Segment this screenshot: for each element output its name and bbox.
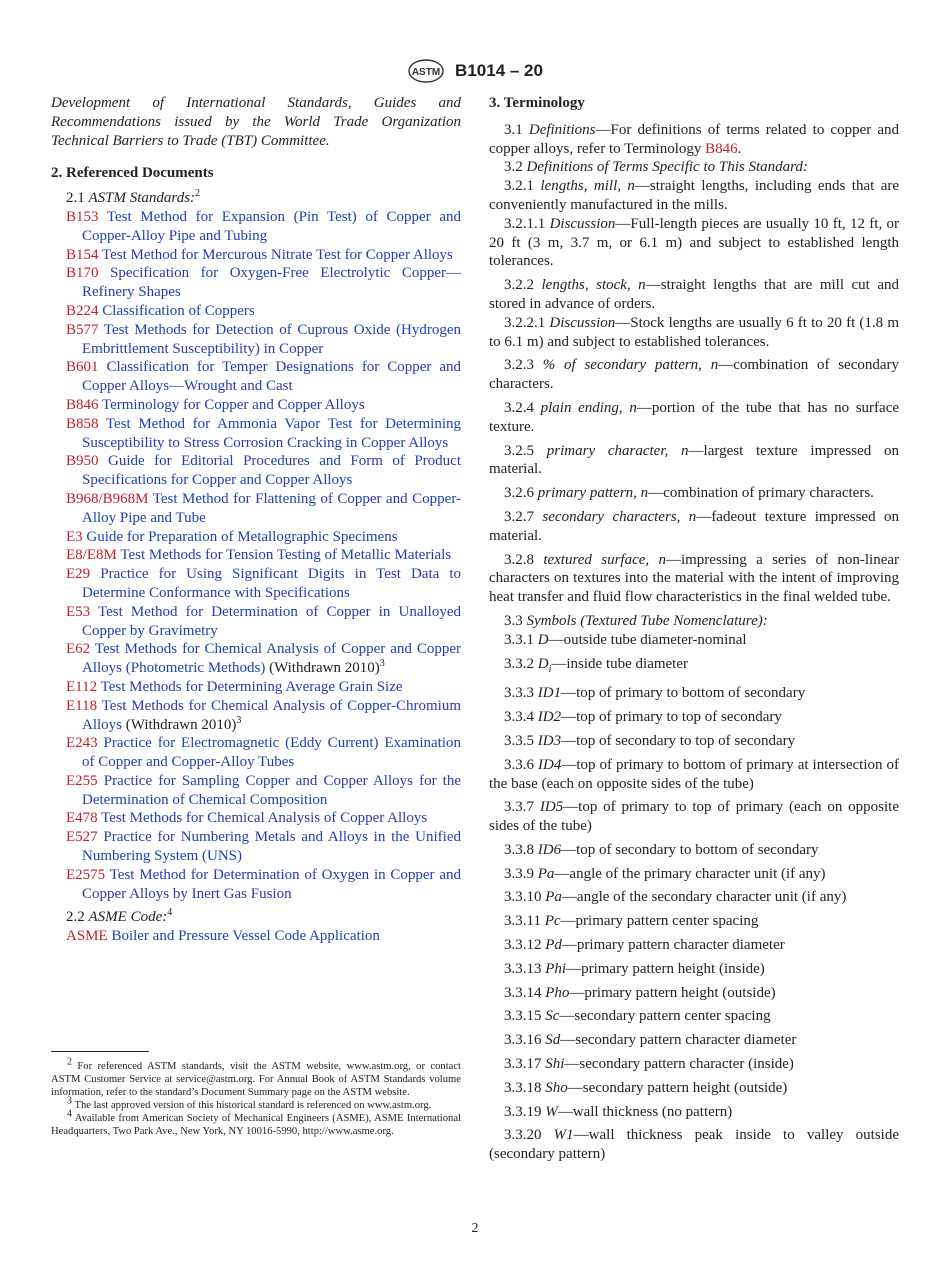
definition-term: textured surface, n <box>543 551 666 568</box>
footnote-marker: 2 <box>67 1056 72 1068</box>
reference-item[interactable] <box>51 734 461 772</box>
symbol-text: —secondary pattern height (outside) <box>567 1079 788 1096</box>
symbol-item <box>489 1079 899 1098</box>
reference-title[interactable]: Classification for Temper Designations for Copper and Copper Alloys—Wrought and Cast <box>82 359 461 395</box>
symbol-item <box>489 960 899 979</box>
definition-term: lengths, mill, n <box>540 178 635 195</box>
symbol-name: ID5 <box>539 799 564 816</box>
reference-code[interactable]: B224 <box>66 302 99 319</box>
reference-code[interactable]: B170 <box>66 265 99 282</box>
symbol-name: D <box>537 655 549 672</box>
symbol-text: —top of primary to top of primary (each on opposite sides of the tube) <box>489 799 899 835</box>
reference-title[interactable]: Guide for Preparation of Metallographic Specimens <box>86 528 398 545</box>
symbol-name: Pa <box>537 865 555 882</box>
reference-title[interactable]: Test Methods for Determining Average Grain Size <box>100 678 403 695</box>
definition-item <box>489 508 899 546</box>
definition-number: 3.2.8 <box>504 551 534 568</box>
symbol-item <box>489 936 899 955</box>
reference-code[interactable]: B153 <box>66 208 99 225</box>
symbol-item <box>489 1103 899 1122</box>
symbol-number: 3.3.6 <box>504 756 534 773</box>
symbol-name: Sc <box>545 1008 560 1025</box>
definition-term: plain ending, n <box>540 399 637 416</box>
reference-title[interactable]: Specification for Oxygen-Free Electrolytic Copper—Refinery Shapes <box>82 265 461 301</box>
reference-title[interactable]: Test Methods for Chemical Analysis of Copper-Chromium Alloys <box>82 697 461 733</box>
symbol-number: 3.3.12 <box>504 937 542 954</box>
symbol-name: ID2 <box>537 709 562 726</box>
footnote-marker: 3 <box>67 1095 72 1107</box>
withdrawn-note: (Withdrawn 2010) <box>269 660 380 677</box>
definition-item <box>489 314 899 352</box>
definition-text: —Full-length pieces are usually 10 ft, 12 ft, or 20 ft (3 m, 3.7 m, or 6.1 m) and subject to established length tolerances. <box>489 215 899 270</box>
symbol-number: 3.3.11 <box>504 913 541 930</box>
reference-item[interactable] <box>51 546 461 565</box>
reference-title[interactable]: Test Methods for Tension Testing of Metallic Materials <box>120 547 452 564</box>
reference-item[interactable] <box>51 565 461 603</box>
symbol-name: Sd <box>545 1032 561 1049</box>
reference-item[interactable] <box>51 246 461 265</box>
definition-text: —largest texture impressed on material. <box>489 442 899 478</box>
reference-item[interactable] <box>51 640 461 678</box>
symbol-item <box>489 912 899 931</box>
reference-title[interactable]: Terminology for Copper and Copper Alloys <box>102 396 365 413</box>
right-column <box>489 94 899 1164</box>
symbol-number: 3.3.15 <box>504 1008 542 1025</box>
reference-item[interactable] <box>51 415 461 453</box>
symbol-name: Pa <box>545 889 562 906</box>
withdrawn-note: (Withdrawn 2010) <box>125 716 237 733</box>
symbol-name: Shi <box>545 1056 565 1073</box>
symbol-text: —inside tube diameter <box>551 655 689 672</box>
symbol-number: 3.3.4 <box>504 709 534 726</box>
symbol-item <box>489 756 899 794</box>
symbol-text: —primary pattern height (inside) <box>566 960 765 977</box>
reference-item[interactable] <box>51 603 461 641</box>
definition-number: 3.2.2 <box>504 277 534 294</box>
symbol-name: ID6 <box>537 841 562 858</box>
symbol-name: W1 <box>553 1127 574 1144</box>
symbol-item <box>489 655 899 680</box>
reference-item[interactable] <box>51 208 461 246</box>
paragraph-3-1: 3.1 Definitions—For definitions of terms related to copper and copper alloys, refer to Terminology B846. <box>489 121 899 157</box>
reference-title[interactable]: Test Method for Expansion (Pin Test) of Copper and Copper-Alloy Pipe and Tubing <box>82 208 461 244</box>
reference-item[interactable] <box>51 264 461 302</box>
reference-item[interactable] <box>51 358 461 396</box>
reference-code[interactable]: B950 <box>66 453 99 470</box>
page-number: 2 <box>471 1221 479 1236</box>
reference-title[interactable]: Test Methods for Chemical Analysis of Copper Alloys <box>101 810 428 827</box>
symbol-item <box>489 798 899 836</box>
reference-item[interactable] <box>51 302 461 321</box>
reference-title[interactable]: Test Methods for Chemical Analysis of Copper and Copper Alloys (Photometric Methods) <box>82 641 462 677</box>
definition-item <box>489 399 899 437</box>
reference-code[interactable]: B601 <box>66 359 99 376</box>
footnote-ref: 3 <box>236 714 242 726</box>
reference-title[interactable]: Classification of Coppers <box>102 302 255 319</box>
definition-number: 3.2.5 <box>504 442 534 459</box>
paragraph-3-2: 3.2 Definitions of Terms Specific to This Standard: <box>504 159 808 176</box>
symbol-name: Pho <box>545 984 570 1001</box>
reference-item[interactable] <box>51 866 461 904</box>
symbol-name: Pd <box>545 937 562 954</box>
reference-list <box>51 208 461 903</box>
symbol-text: —top of primary to top of secondary <box>561 709 782 726</box>
reference-item[interactable] <box>51 772 461 810</box>
reference-title[interactable]: Test Methods for Detection of Cuprous Oxide (Hydrogen Embrittlement Susceptibility) in Copper <box>82 321 462 357</box>
left-column <box>51 94 461 946</box>
definition-text: —fadeout texture impressed on material. <box>489 508 899 544</box>
symbol-number: 3.3.14 <box>504 984 542 1001</box>
section-2-title: 2. Referenced Documents <box>51 165 214 182</box>
definition-term: primary pattern, n <box>537 485 649 502</box>
definition-term: Discussion <box>549 215 616 232</box>
symbol-text: —primary pattern center spacing <box>560 913 759 930</box>
symbol-text: —angle of the primary character unit (if any) <box>554 865 826 882</box>
footnote-text: The last approved version of this historical standard is referenced on www.astm.org. <box>74 1100 432 1112</box>
reference-item[interactable] <box>51 452 461 490</box>
symbol-number: 3.3.1 <box>504 631 534 648</box>
symbol-name: ID1 <box>537 685 562 702</box>
reference-title[interactable]: Test Method for Flattening of Copper and Copper-Alloy Pipe and Tube <box>82 490 462 526</box>
symbol-item <box>489 1031 899 1050</box>
reference-item[interactable] <box>51 396 461 415</box>
reference-code[interactable]: E112 <box>66 678 98 695</box>
definition-term: primary character, n <box>546 442 689 459</box>
definition-text: —combination of primary characters. <box>648 485 874 502</box>
footnotes <box>51 1056 461 1139</box>
symbol-text: —wall thickness (no pattern) <box>557 1103 733 1120</box>
reference-code[interactable]: E2575 <box>66 866 106 883</box>
symbol-item <box>489 684 899 703</box>
symbol-number: 3.3.20 <box>504 1127 542 1144</box>
document-designation: B1014 – 20 <box>455 61 543 80</box>
reference-item[interactable] <box>51 697 461 735</box>
symbol-item <box>489 1007 899 1026</box>
reference-title[interactable]: Test Method for Determination of Copper in Unalloyed Copper by Gravimetry <box>82 603 462 639</box>
definition-item <box>489 177 899 215</box>
symbol-number: 3.3.3 <box>504 685 534 702</box>
definition-text: —portion of the tube that has no surface texture. <box>489 399 900 435</box>
definition-text: —combination of secondary characters. <box>489 357 900 393</box>
definition-item <box>489 484 899 503</box>
symbol-number: 3.3.2 <box>504 655 534 672</box>
reference-title[interactable]: Test Method for Ammonia Vapor Test for Determining Susceptibility to Stress Corrosion Cracking in Copper Alloys <box>82 415 461 451</box>
reference-code[interactable]: E53 <box>66 603 91 620</box>
reference-code[interactable]: B858 <box>66 415 99 432</box>
reference-code[interactable]: E8/E8M <box>66 547 117 564</box>
symbol-list <box>489 631 899 1164</box>
symbol-text: —top of secondary to top of secondary <box>561 732 796 749</box>
symbol-item <box>489 708 899 727</box>
reference-code[interactable]: E243 <box>66 735 98 752</box>
definition-list <box>489 177 899 607</box>
symbol-name: W <box>545 1103 558 1120</box>
symbol-number: 3.3.17 <box>504 1056 542 1073</box>
definition-number: 3.2.3 <box>504 357 534 374</box>
footnote <box>51 1108 461 1138</box>
symbol-number: 3.3.5 <box>504 732 534 749</box>
symbol-item <box>489 841 899 860</box>
symbol-text: —outside tube diameter-nominal <box>548 631 747 648</box>
reference-title[interactable]: Test Method for Determination of Oxygen in Copper and Copper Alloys by Inert Gas Fusion <box>82 866 461 902</box>
symbol-number: 3.3.18 <box>504 1079 542 1096</box>
svg-text:ASTM: ASTM <box>411 67 441 78</box>
definition-term: Discussion <box>549 314 616 331</box>
symbol-number: 3.3.19 <box>504 1103 542 1120</box>
footnote-text: For referenced ASTM standards, visit the ASTM website, www.astm.org, or contact ASTM Customer Service at service@astm.org. For Annual Book of ASTM Standards volume information, refer to the standard’s Document Summary page on the ASTM website. <box>51 1061 461 1099</box>
symbol-item <box>489 1126 899 1164</box>
symbol-item <box>489 1055 899 1074</box>
symbol-number: 3.3.9 <box>504 865 534 882</box>
symbol-text: —top of primary to bottom of primary at intersection of the base (each on opposite sides of the tube) <box>489 756 900 792</box>
footnote-ref: 3 <box>379 658 385 670</box>
asme-reference[interactable]: ASME Boiler and Pressure Vessel Code Application <box>66 928 380 945</box>
astm-logo-icon <box>407 58 445 84</box>
definition-number: 3.2.1.1 <box>504 215 546 232</box>
symbol-text: —top of secondary to bottom of secondary <box>561 841 819 858</box>
reference-code[interactable]: E3 <box>66 528 83 545</box>
symbol-name: ID4 <box>538 756 562 773</box>
reference-title[interactable]: Practice for Electromagnetic (Eddy Current) Examination of Copper and Copper-Alloy Tubes <box>82 735 462 771</box>
definition-item <box>489 276 899 314</box>
reference-code[interactable]: E478 <box>66 810 98 827</box>
symbol-text: —top of primary to bottom of secondary <box>561 685 806 702</box>
reference-title[interactable]: Practice for Numbering Metals and Alloys in the Unified Numbering System (UNS) <box>82 829 461 865</box>
symbol-name: Sho <box>545 1079 568 1096</box>
symbol-number: 3.3.8 <box>504 841 534 858</box>
reference-title[interactable]: Test Method for Mercurous Nitrate Test for Copper Alloys <box>102 246 453 263</box>
symbol-item <box>489 888 899 907</box>
b846-link[interactable]: B846 <box>705 140 738 157</box>
footnote-text: Available from American Society of Mechanical Engineers (ASME), ASME International Headquarters, Two Park Ave., New York, NY 10016-5990, http://www.asme.org. <box>51 1113 461 1138</box>
definition-term: % of secondary pattern, n <box>542 357 719 374</box>
symbol-text: —secondary pattern center spacing <box>559 1008 771 1025</box>
reference-code[interactable]: B968/B968M <box>66 490 149 507</box>
symbol-text: —secondary pattern character diameter <box>560 1032 797 1049</box>
symbol-subscript: i <box>548 663 552 675</box>
definition-term: lengths, stock, n <box>541 277 646 294</box>
paragraph-3-3: 3.3 Symbols (Textured Tube Nomenclature): <box>504 612 768 629</box>
asme-code-subheading: 2.2 ASME Code:$^4$ <box>66 907 173 926</box>
symbol-name: Phi <box>545 960 567 977</box>
page-header <box>0 58 950 84</box>
definition-item <box>489 356 899 394</box>
symbol-text: —wall thickness peak inside to valley outside (secondary pattern) <box>489 1127 899 1163</box>
symbol-item <box>489 732 899 751</box>
definition-text: —straight lengths, including ends that are conveniently manufactured in the mills. <box>489 178 900 213</box>
reference-item[interactable] <box>51 490 461 528</box>
symbol-name: ID3 <box>537 732 562 749</box>
definition-text: —impressing a series of non-linear characters on textures into the material with the intent of improving heat transfer and fluid flow characteristics in the final welded tube. <box>489 551 900 606</box>
reference-item[interactable] <box>51 528 461 547</box>
reference-code[interactable]: B577 <box>66 321 99 338</box>
symbol-number: 3.3.10 <box>504 889 542 906</box>
definition-text: —Stock lengths are usually 6 ft to 20 ft (1.8 m to 6.1 m) and subject to established tolerances. <box>489 314 899 350</box>
symbol-text: —secondary pattern character (inside) <box>564 1056 794 1073</box>
reference-title[interactable]: Practice for Sampling Copper and Copper Alloys for the Determination of Chemical Composition <box>82 772 462 808</box>
definition-number: 3.2.6 <box>504 485 534 502</box>
footnote <box>51 1095 461 1112</box>
symbol-text: —angle of the secondary character unit (if any) <box>561 889 847 906</box>
definition-item <box>489 442 899 480</box>
definition-number: 3.2.1 <box>504 178 534 195</box>
footnote-marker: 4 <box>67 1108 72 1120</box>
footnote <box>51 1056 461 1099</box>
definition-number: 3.2.2.1 <box>504 314 546 331</box>
reference-title[interactable]: Guide for Editorial Procedures and Form of Product Specifications for Copper and Copper Alloys <box>82 453 461 489</box>
symbol-number: 3.3.16 <box>504 1032 542 1049</box>
definition-number: 3.2.7 <box>504 508 534 525</box>
symbol-item <box>489 984 899 1003</box>
symbol-name: Pc <box>544 913 561 930</box>
reference-code[interactable]: E527 <box>66 829 98 846</box>
symbol-name: D <box>537 631 549 648</box>
section-3-title: 3. Terminology <box>489 95 585 111</box>
symbol-item <box>489 865 899 884</box>
symbol-number: 3.3.13 <box>504 960 542 977</box>
symbol-number: 3.3.7 <box>504 799 534 816</box>
reference-code[interactable]: B154 <box>66 246 99 263</box>
reference-title[interactable]: Practice for Using Significant Digits in Test Data to Determine Conformance with Specifications <box>82 566 461 601</box>
reference-code[interactable]: E118 <box>66 697 98 714</box>
astm-standards-subheading: 2.1 ASTM Standards:$^2$ <box>66 188 201 207</box>
foreword-text: Development of International Standards, Guides and Recommendations issued by the World Trade Organization Technical Barriers to Trade (TBT) Committee. <box>51 95 461 149</box>
symbol-text: —primary pattern character diameter <box>561 937 785 954</box>
symbol-item <box>489 631 899 650</box>
definition-text: —straight lengths that are mill cut and stored in advance of orders. <box>489 277 900 312</box>
reference-code[interactable]: B846 <box>66 396 99 413</box>
footnote-divider <box>51 1051 149 1052</box>
reference-item[interactable] <box>51 828 461 866</box>
definition-item <box>489 551 899 607</box>
reference-code[interactable]: E29 <box>66 566 91 583</box>
reference-code[interactable]: E255 <box>66 772 98 789</box>
reference-item[interactable] <box>51 809 461 828</box>
definition-item <box>489 215 899 271</box>
reference-item[interactable] <box>51 678 461 697</box>
definition-number: 3.2.4 <box>504 399 534 416</box>
reference-code[interactable]: E62 <box>66 641 91 658</box>
definition-term: secondary characters, n <box>542 508 697 525</box>
symbol-text: —primary pattern height (outside) <box>569 984 776 1001</box>
reference-item[interactable] <box>51 321 461 359</box>
